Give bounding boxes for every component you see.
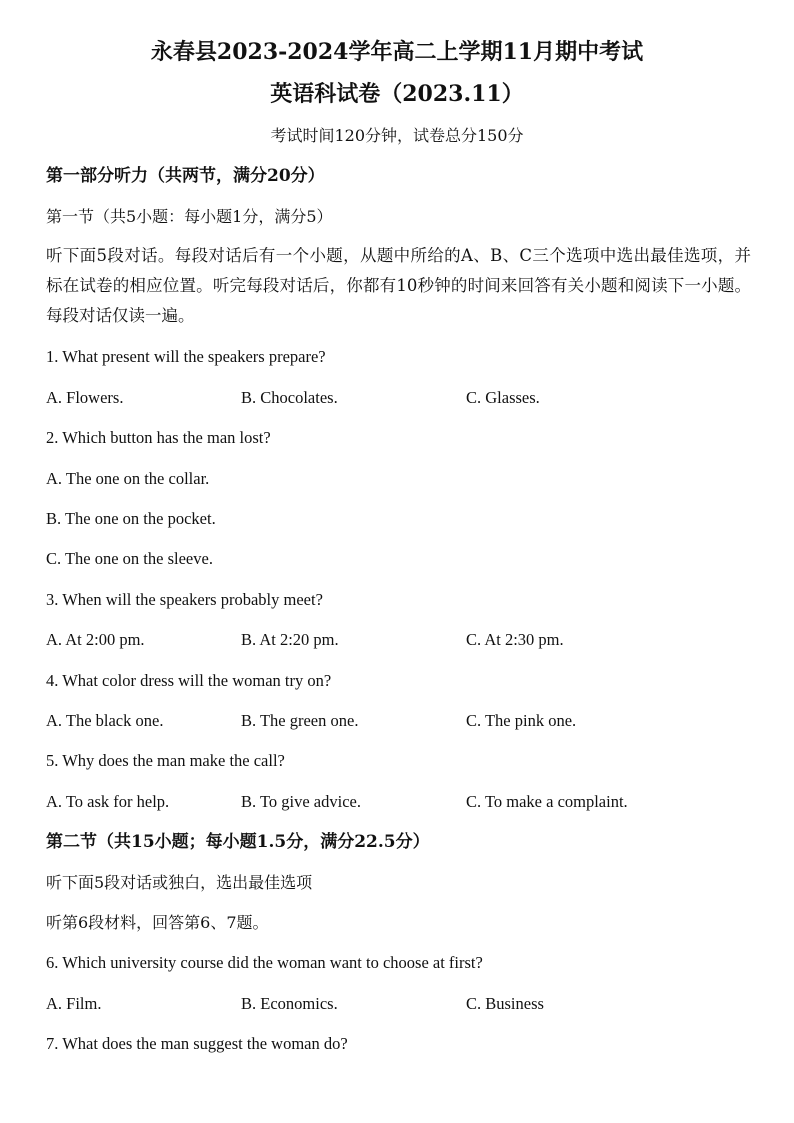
question-2: 2. Which button has the man lost? [46, 428, 271, 447]
exam-title: 永春县2023-2024学年高二上学期11月期中考试 [150, 39, 644, 65]
part1-heading: 第一部分听力（共两节，满分20分） [46, 166, 325, 186]
question-3: 3. When will the speakers probably meet? [46, 590, 323, 609]
q6-option-b: B. Economics. [241, 994, 338, 1013]
q5-option-b: B. To give advice. [241, 792, 361, 811]
section1-heading: 第一节（共5小题：每小题1分，满分5） [46, 207, 333, 226]
exam-info: 考试时间120分钟，试卷总分150分 [270, 126, 524, 145]
q2-option-b: B. The one on the pocket. [46, 509, 216, 528]
q4-option-b: B. The green one. [241, 711, 359, 730]
q5-option-c: C. To make a complaint. [466, 792, 628, 811]
q4-option-c: C. The pink one. [466, 711, 577, 730]
q3-option-a: A. At 2:00 pm. [46, 630, 145, 649]
q4-option-a: A. The black one. [46, 711, 164, 730]
section2-heading: 第二节（共15小题；每小题1.5分，满分22.5分） [46, 832, 430, 852]
q6-option-c: C. Business [466, 994, 544, 1013]
q6-option-a: A. Film. [46, 994, 102, 1013]
section1-instructions: 听下面5段对话。每段对话后有一个小题，从题中所给的A、B、C三个选项中选出最佳选项，并标在试卷的相应位置。听完每段对话后，你都有10秒钟的时间来回答有关小题和阅读下一小题。每段对话仅读一遍。 [46, 246, 751, 325]
question-4: 4. What color dress will the woman try on? [46, 671, 332, 690]
q3-option-b: B. At 2:20 pm. [241, 630, 339, 649]
q5-option-a: A. To ask for help. [46, 792, 170, 811]
q2-option-a: A. The one on the collar. [46, 469, 210, 488]
question-7: 7. What does the man suggest the woman do? [46, 1034, 348, 1053]
question-5: 5. Why does the man make the call? [46, 751, 285, 770]
q1-option-b: B. Chocolates. [241, 388, 338, 407]
section2-instructions: 听下面5段对话或独白，选出最佳选项 [46, 873, 313, 892]
question-6: 6. Which university course did the woman want to choose at first? [46, 953, 483, 972]
q3-option-c: C. At 2:30 pm. [466, 630, 564, 649]
q1-option-c: C. Glasses. [466, 388, 540, 407]
question-1: 1. What present will the speakers prepare? [46, 347, 326, 366]
exam-subtitle: 英语科试卷（2023.11） [270, 81, 524, 107]
q1-option-a: A. Flowers. [46, 388, 124, 407]
q2-option-c: C. The one on the sleeve. [46, 549, 213, 568]
material-note: 听第6段材料，回答第6、7题。 [46, 913, 269, 932]
